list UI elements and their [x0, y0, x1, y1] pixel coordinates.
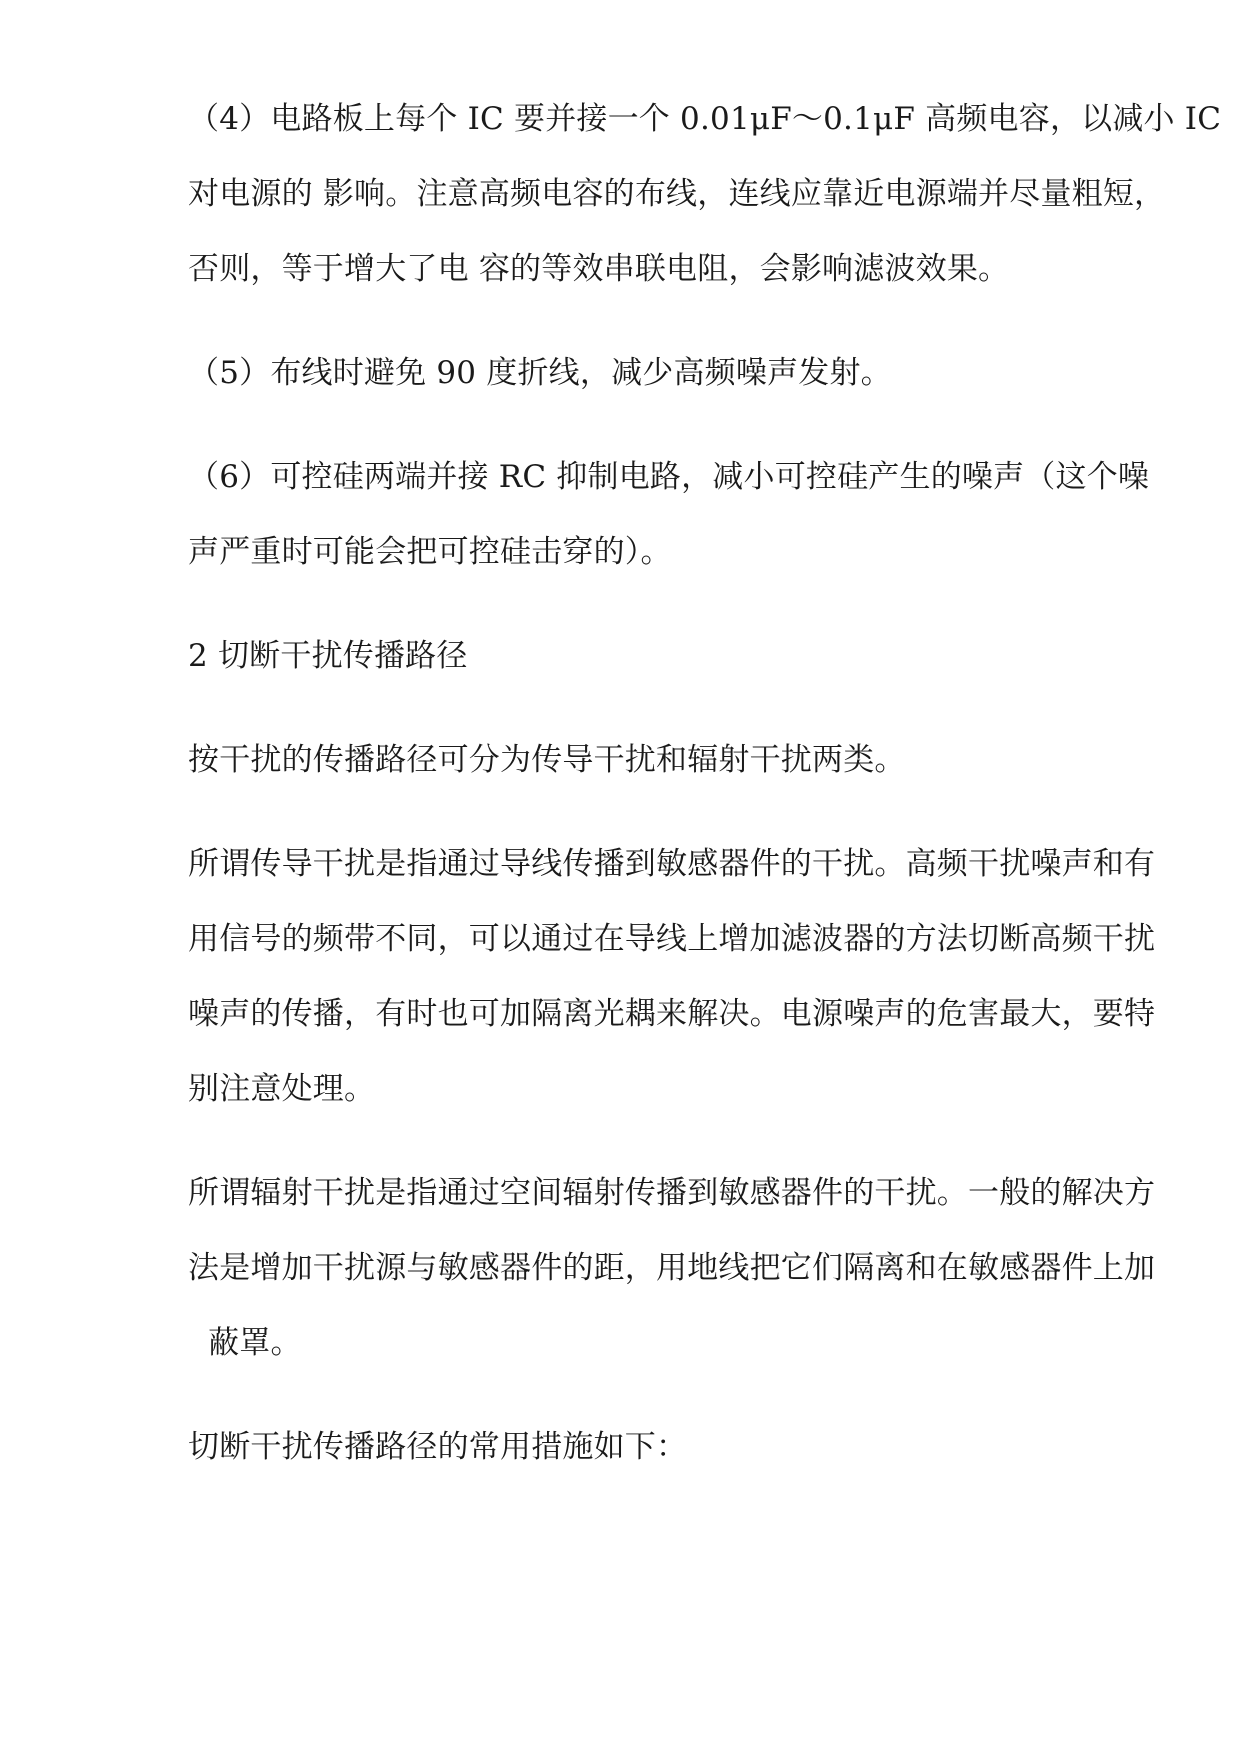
text-line: 别注意处理。 [188, 1071, 376, 1107]
text-line: （5）布线时避免 90 度折线，减少高频噪声发射。 [188, 355, 892, 391]
text-line: 否则，等于增大了电 容的等效串联电阻，会影响滤波效果。 [188, 251, 1010, 287]
document-page [188, 82, 1222, 1485]
text-line: 用信号的频带不同，可以通过在导线上增加滤波器的方法切断高频干扰 [188, 921, 1156, 957]
section-heading [188, 619, 1148, 694]
text-line: 切断干扰传播路径的常用措施如下： [188, 1429, 688, 1465]
paragraph-measures-intro [188, 1410, 1148, 1485]
heading-text: 2 切断干扰传播路径 [188, 638, 468, 674]
paragraph-conducted-interference [188, 827, 1156, 1127]
text-line: 对电源的 影响。注意高频电容的布线，连线应靠近电源端并尽量粗短， [188, 176, 1166, 212]
text-line: 所谓辐射干扰是指通过空间辐射传播到敏感器件的干扰。一般的解决方 [188, 1175, 1156, 1211]
text-line: 声严重时可能会把可控硅击穿的）。 [188, 534, 672, 570]
paragraph-item-5 [188, 336, 1148, 411]
paragraph-intro [188, 723, 1148, 798]
paragraph-radiated-interference [188, 1156, 1156, 1381]
text-line: 按干扰的传播路径可分为传导干扰和辐射干扰两类。 [188, 742, 906, 778]
text-line: 噪声的传播，有时也可加隔离光耦来解决。电源噪声的危害最大，要特 [188, 996, 1156, 1032]
text-line: 所谓传导干扰是指通过导线传播到敏感器件的干扰。高频干扰噪声和有 [188, 846, 1156, 882]
text-line: （4）电路板上每个 IC 要并接一个 0.01μF～0.1μF 高频电容，以减小 IC [188, 101, 1222, 137]
paragraph-item-4 [188, 82, 1222, 307]
text-line: 蔽罩。 [188, 1325, 302, 1361]
paragraph-item-6 [188, 440, 1148, 590]
text-line: （6）可控硅两端并接 RC 抑制电路，减小可控硅产生的噪声（这个噪 [188, 459, 1150, 495]
text-line: 法是增加干扰源与敏感器件的距，用地线把它们隔离和在敏感器件上加 [188, 1250, 1156, 1286]
